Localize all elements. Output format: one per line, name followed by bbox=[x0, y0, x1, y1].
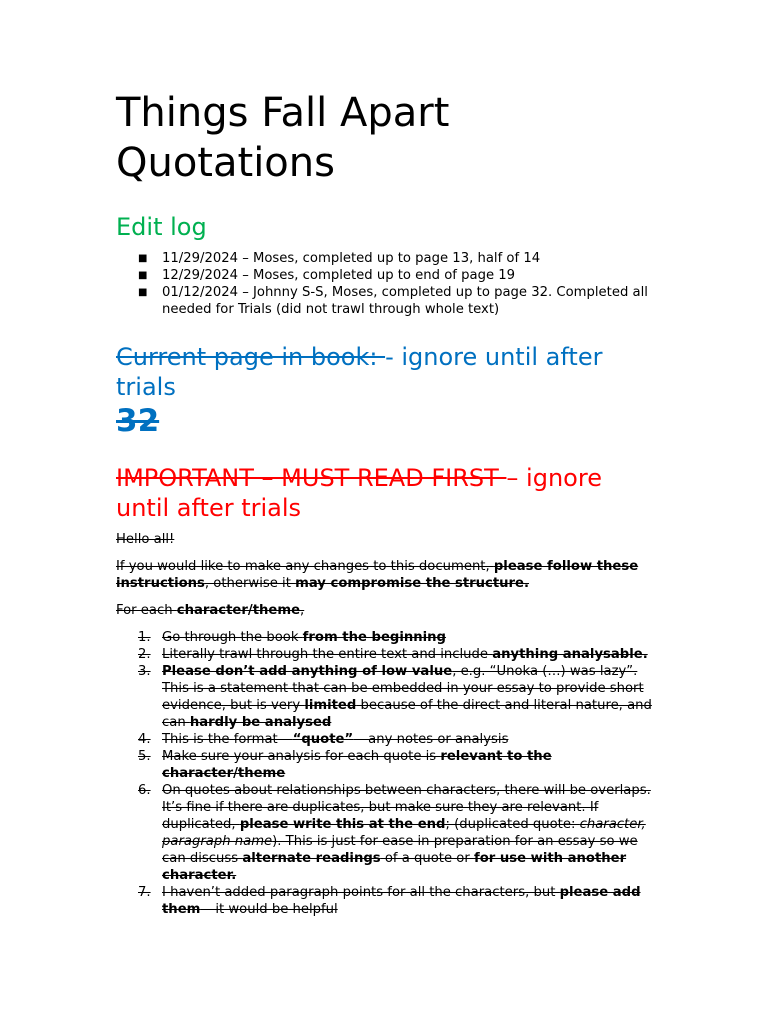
edit-log-entry-text: 12/29/2024 – Moses, completed up to end of page 19 bbox=[162, 268, 516, 283]
square-bullet-icon: ■ bbox=[138, 287, 148, 298]
step-5-text: Make sure your analysis for each quote is bbox=[162, 749, 441, 764]
step-item bbox=[138, 646, 658, 663]
step-4-text: This is the format – bbox=[162, 732, 293, 747]
step-number: 6. bbox=[138, 783, 151, 798]
edit-log-entry bbox=[138, 284, 658, 318]
step-5-emphasis: relevant to the character/theme bbox=[162, 749, 552, 781]
title-line-1: Things Fall Apart bbox=[116, 90, 450, 136]
for-each-emphasis: character/theme bbox=[176, 603, 301, 618]
step-item bbox=[138, 629, 658, 646]
instructions-emphasis: please follow these instructions bbox=[116, 559, 639, 591]
step-number: 2. bbox=[138, 647, 151, 662]
step-item bbox=[138, 663, 658, 731]
step-1-emphasis: from the beginning bbox=[302, 630, 447, 645]
instructions-text bbox=[116, 559, 638, 591]
for-each-paragraph bbox=[116, 602, 658, 619]
step-2-emphasis: anything analysable. bbox=[492, 647, 648, 662]
step-7-text: I haven’t added paragraph points for all the characters, but bbox=[162, 885, 560, 900]
document-title bbox=[116, 88, 658, 188]
edit-log-entry-text: 01/12/2024 – Johnny S-S, Moses, completed up to page 32. Completed all needed for Trials (did not trawl through whole text) bbox=[162, 285, 648, 317]
step-7-emphasis: please add them bbox=[162, 885, 641, 917]
step-number: 1. bbox=[138, 630, 151, 645]
step-item bbox=[138, 782, 658, 884]
step-6-emphasis: please write this at the end bbox=[239, 817, 446, 832]
instructions-text-c: , otherwise it bbox=[204, 576, 296, 591]
step-4-text-c: – any notes or analysis bbox=[353, 732, 509, 747]
step-6-text: On quotes about relationships between characters, there will be overlaps. It’s fine if there are duplicates, but make sure they are relevant. If duplicated, bbox=[162, 783, 651, 832]
current-page-heading bbox=[116, 342, 658, 402]
step-1-text: Go through the book bbox=[162, 630, 303, 645]
important-struck-label: IMPORTANT – MUST READ FIRST bbox=[116, 464, 507, 492]
step-7-text-c: – it would be helpful bbox=[200, 902, 338, 917]
step-3-hardly: hardly be analysed bbox=[189, 715, 332, 730]
step-6-italic: character, paragraph name bbox=[162, 817, 646, 849]
current-page-note: - ignore until after trials bbox=[116, 343, 603, 401]
step-number: 5. bbox=[138, 749, 151, 764]
edit-log-entry bbox=[138, 267, 658, 284]
instructions-paragraph bbox=[116, 558, 658, 592]
instructions-warning: may compromise the structure. bbox=[295, 576, 530, 591]
for-each-text bbox=[116, 603, 304, 618]
step-6-text-g: of a quote or bbox=[380, 851, 474, 866]
hello-paragraph bbox=[116, 531, 658, 548]
edit-log-list bbox=[116, 250, 658, 318]
step-6-text-e: ). This is just for ease in preparation for an essay so we can discuss bbox=[162, 834, 638, 866]
for-each-text-c: , bbox=[300, 603, 305, 618]
edit-log-entry bbox=[138, 250, 658, 267]
step-2-text: Literally trawl through the entire text and include bbox=[162, 647, 493, 662]
step-6-alternate: alternate readings bbox=[242, 851, 381, 866]
square-bullet-icon: ■ bbox=[138, 270, 148, 281]
step-number: 4. bbox=[138, 732, 151, 747]
current-page-number bbox=[116, 403, 658, 439]
step-number: 7. bbox=[138, 885, 151, 900]
step-3-text: , e.g. “Unoka (…) was lazy”. This is a statement that can be embedded in your essay to provide short evidence, but is very bbox=[162, 664, 644, 713]
current-page-struck-label: Current page in book: bbox=[116, 343, 386, 371]
hello-text: Hello all! bbox=[116, 532, 175, 547]
step-3-text-d: because of the direct and literal nature, and can bbox=[162, 698, 652, 730]
important-note: – ignore until after trials bbox=[116, 464, 602, 522]
edit-log-entry-text: 11/29/2024 – Moses, completed up to page 13, half of 14 bbox=[162, 251, 541, 266]
square-bullet-icon: ■ bbox=[138, 253, 148, 264]
step-item bbox=[138, 731, 658, 748]
step-6-text-c: ; (duplicated quote: bbox=[445, 817, 580, 832]
step-item bbox=[138, 884, 658, 918]
current-page-number-value: 32 bbox=[116, 403, 160, 439]
instruction-steps-list bbox=[116, 629, 658, 918]
step-3-emphasis: Please don’t add anything of low value bbox=[162, 664, 453, 679]
step-6-another: for use with another character. bbox=[162, 851, 627, 883]
step-4-quote: “quote” bbox=[292, 732, 354, 747]
step-3-limited: limited bbox=[304, 698, 357, 713]
title-line-2: Quotations bbox=[116, 140, 335, 186]
instructions-text-a: If you would like to make any changes to this document, bbox=[116, 559, 494, 574]
step-number: 3. bbox=[138, 664, 151, 679]
step-item bbox=[138, 748, 658, 782]
for-each-text-a: For each bbox=[116, 603, 177, 618]
important-heading bbox=[116, 463, 658, 523]
edit-log-heading: Edit log bbox=[116, 213, 207, 241]
